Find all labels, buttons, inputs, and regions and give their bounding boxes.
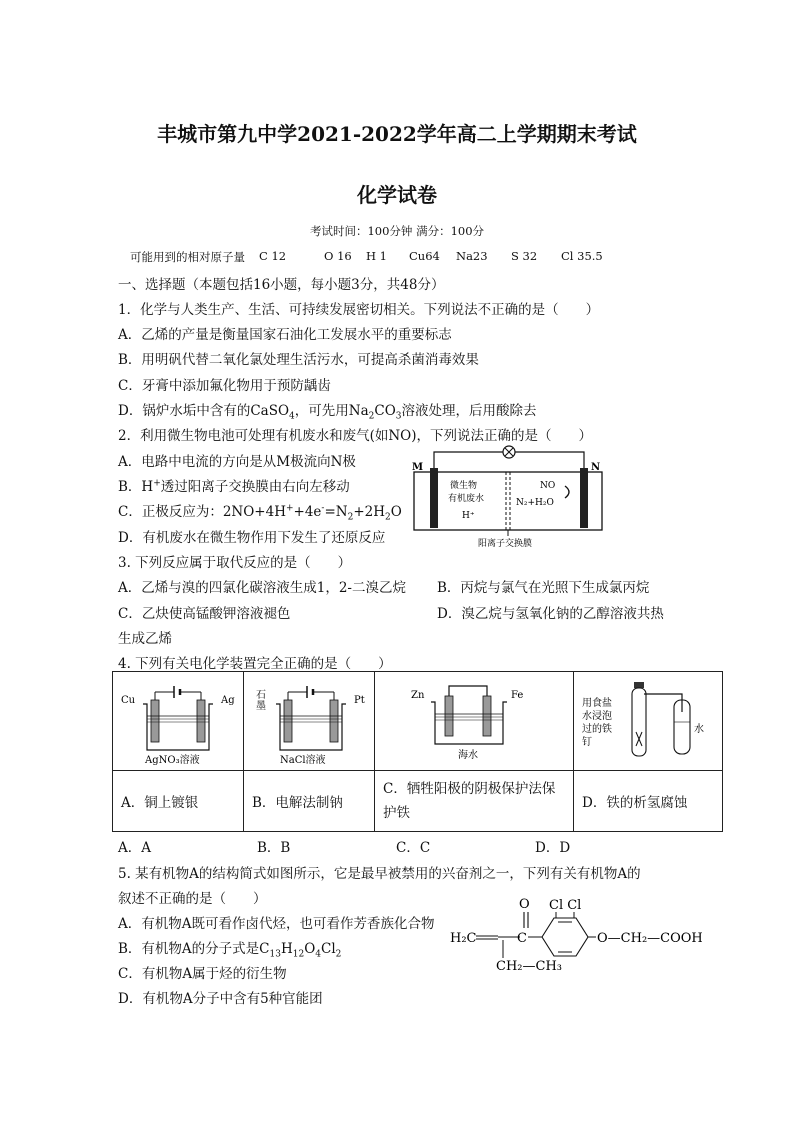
svg-text:C: C bbox=[517, 931, 527, 946]
svg-text:钉: 钉 bbox=[582, 737, 592, 748]
question-5-stem-continued: 叙述不正确的是（ ） bbox=[118, 891, 267, 907]
question-4-stem: 4. 下列有关电化学装置完全正确的是（ ） bbox=[118, 656, 392, 672]
atomic-mass: O 16 bbox=[324, 249, 352, 263]
svg-text:CH₂—CH₃: CH₂—CH₃ bbox=[496, 959, 562, 974]
question-4-choice-d: D．D bbox=[535, 840, 571, 856]
section-heading: 一、选择题（本题包括16小题，每小题3分，共48分） bbox=[118, 277, 445, 293]
question-3-stem: 3. 下列反应属于取代反应的是（ ） bbox=[118, 555, 352, 571]
svg-text:H₂C: H₂C bbox=[450, 931, 477, 946]
svg-text:过的铁: 过的铁 bbox=[582, 724, 612, 735]
products-label: N₂+H₂O bbox=[516, 498, 554, 508]
atomic-mass: C 12 bbox=[259, 249, 287, 263]
question-3-option-b: B．丙烷与氯气在光照下生成氯丙烷 bbox=[437, 580, 650, 596]
exam-title: 丰城市第九中学2021-2022学年高二上学期期末考试 bbox=[157, 122, 637, 146]
waste-label: 有机废水 bbox=[448, 494, 485, 504]
apparatus-c-label: C．牺牲阳极的阴极保护法保护铁 bbox=[375, 771, 574, 832]
apparatus-b-cell bbox=[244, 672, 375, 771]
question-2-option-a: A．电路中电流的方向是从M极流向N极 bbox=[118, 454, 356, 470]
question-1-option-d: D．锅炉水垢中含有的CaSO$_4$，可先用$Na_2CO_3$溶液处理，后用酸除去 bbox=[118, 403, 537, 422]
atomic-mass: H 1 bbox=[366, 249, 388, 263]
question-5-stem: 5. 某有机物A的结构简式如图所示，它是最早被禁用的兴奋剂之一，下列有关有机物A的 bbox=[118, 866, 641, 882]
svg-text:海水: 海水 bbox=[458, 750, 478, 761]
atomic-mass: Cu64 bbox=[409, 249, 440, 263]
no-label: NO bbox=[540, 481, 556, 491]
svg-text:O: O bbox=[519, 897, 530, 912]
apparatus-b-diagram bbox=[244, 672, 374, 766]
atomic-mass: Na23 bbox=[456, 249, 488, 263]
svg-text:NaCl溶液: NaCl溶液 bbox=[280, 755, 326, 766]
question-1-option-a: A．乙烯的产量是衡量国家石油化工发展水平的重要标志 bbox=[118, 327, 452, 343]
question-5-option-b: B．有机物A的分子式是$C_{13}H_{12}O_4Cl_2$ bbox=[118, 941, 342, 960]
membrane-label: 阳离子交换膜 bbox=[478, 539, 533, 549]
question-5-option-a: A．有机物A既可看作卤代烃，也可看作芳香族化合物 bbox=[118, 916, 435, 932]
question-4-choice-a: A．A bbox=[118, 840, 151, 856]
question-3-option-d-continued: 生成乙烯 bbox=[118, 631, 172, 647]
svg-text:Pt: Pt bbox=[354, 695, 365, 706]
electrode-n-label: N bbox=[591, 462, 601, 473]
question-2-option-b: B．H+透过阳离子交换膜由右向左移动 bbox=[118, 478, 350, 495]
apparatus-d-cell bbox=[574, 672, 723, 771]
svg-text:用食盐: 用食盐 bbox=[582, 698, 612, 709]
atomic-mass: Cl 35.5 bbox=[561, 249, 603, 263]
question-1-option-b: B．用明矾代替二氧化氯处理生活污水，可提高杀菌消毒效果 bbox=[118, 352, 479, 368]
question-4-choice-c: C．C bbox=[396, 840, 431, 856]
svg-text:Fe: Fe bbox=[511, 690, 524, 701]
fuel-cell-diagram bbox=[400, 438, 620, 550]
electrode-m-label: M bbox=[412, 462, 424, 473]
svg-text:石: 石 bbox=[256, 690, 266, 701]
apparatus-d-label: D．铁的析氢腐蚀 bbox=[574, 771, 723, 832]
atomic-masses-label: 可能用到的相对原子量 bbox=[130, 250, 245, 264]
question-5-option-d: D．有机物A分子中含有5种官能团 bbox=[118, 991, 323, 1007]
svg-text:O—CH₂—COOH: O—CH₂—COOH bbox=[597, 931, 703, 946]
question-3-option-a: A．乙烯与溴的四氯化碳溶液生成1，2-二溴乙烷 bbox=[118, 580, 406, 596]
question-1-stem: 1．化学与人类生产、生活、可持续发展密切相关。下列说法不正确的是（ ） bbox=[118, 302, 600, 318]
svg-text:水浸泡: 水浸泡 bbox=[582, 711, 612, 722]
apparatus-table bbox=[112, 671, 723, 832]
question-2-option-d: D．有机废水在微生物作用下发生了还原反应 bbox=[118, 530, 386, 546]
svg-text:Zn: Zn bbox=[411, 690, 425, 701]
question-2-option-c: C．正极反应为：$2NO+4H^++4e^-=N_2+2H_2O$ bbox=[118, 503, 402, 523]
question-3-option-d: D．溴乙烷与氢氧化钠的乙醇溶液共热 bbox=[437, 606, 664, 622]
apparatus-a-diagram bbox=[113, 672, 243, 766]
apparatus-c-diagram bbox=[375, 672, 573, 766]
atomic-mass: S 32 bbox=[511, 249, 538, 263]
svg-text:AgNO₃溶液: AgNO₃溶液 bbox=[145, 755, 200, 766]
svg-text:Cl Cl: Cl Cl bbox=[549, 898, 582, 913]
apparatus-c-cell bbox=[375, 672, 574, 771]
apparatus-a-cell bbox=[113, 672, 244, 771]
exam-info: 考试时间：100分钟 满分：100分 bbox=[309, 224, 485, 238]
question-5-option-c: C．有机物A属于烃的衍生物 bbox=[118, 966, 287, 982]
question-3-option-c: C．乙炔使高锰酸钾溶液褪色 bbox=[118, 606, 291, 622]
svg-text:Cu: Cu bbox=[121, 695, 136, 706]
svg-text:水: 水 bbox=[694, 724, 704, 735]
question-4-choice-b: B．B bbox=[257, 840, 291, 856]
apparatus-a-label: A．铜上镀银 bbox=[113, 771, 244, 832]
hplus-label: H⁺ bbox=[462, 511, 475, 521]
apparatus-b-label: B．电解法制钠 bbox=[244, 771, 375, 832]
question-2-stem: 2．利用微生物电池可处理有机废水和废气(如NO)，下列说法正确的是（ ） bbox=[118, 428, 593, 444]
svg-text:Ag: Ag bbox=[221, 695, 235, 706]
microbe-label: 微生物 bbox=[450, 481, 478, 491]
structural-formula bbox=[446, 890, 716, 982]
apparatus-d-diagram bbox=[574, 672, 722, 766]
exam-subtitle: 化学试卷 bbox=[357, 183, 437, 207]
question-1-option-c: C．牙膏中添加氟化物用于预防龋齿 bbox=[118, 378, 331, 394]
svg-text:墨: 墨 bbox=[256, 701, 266, 712]
